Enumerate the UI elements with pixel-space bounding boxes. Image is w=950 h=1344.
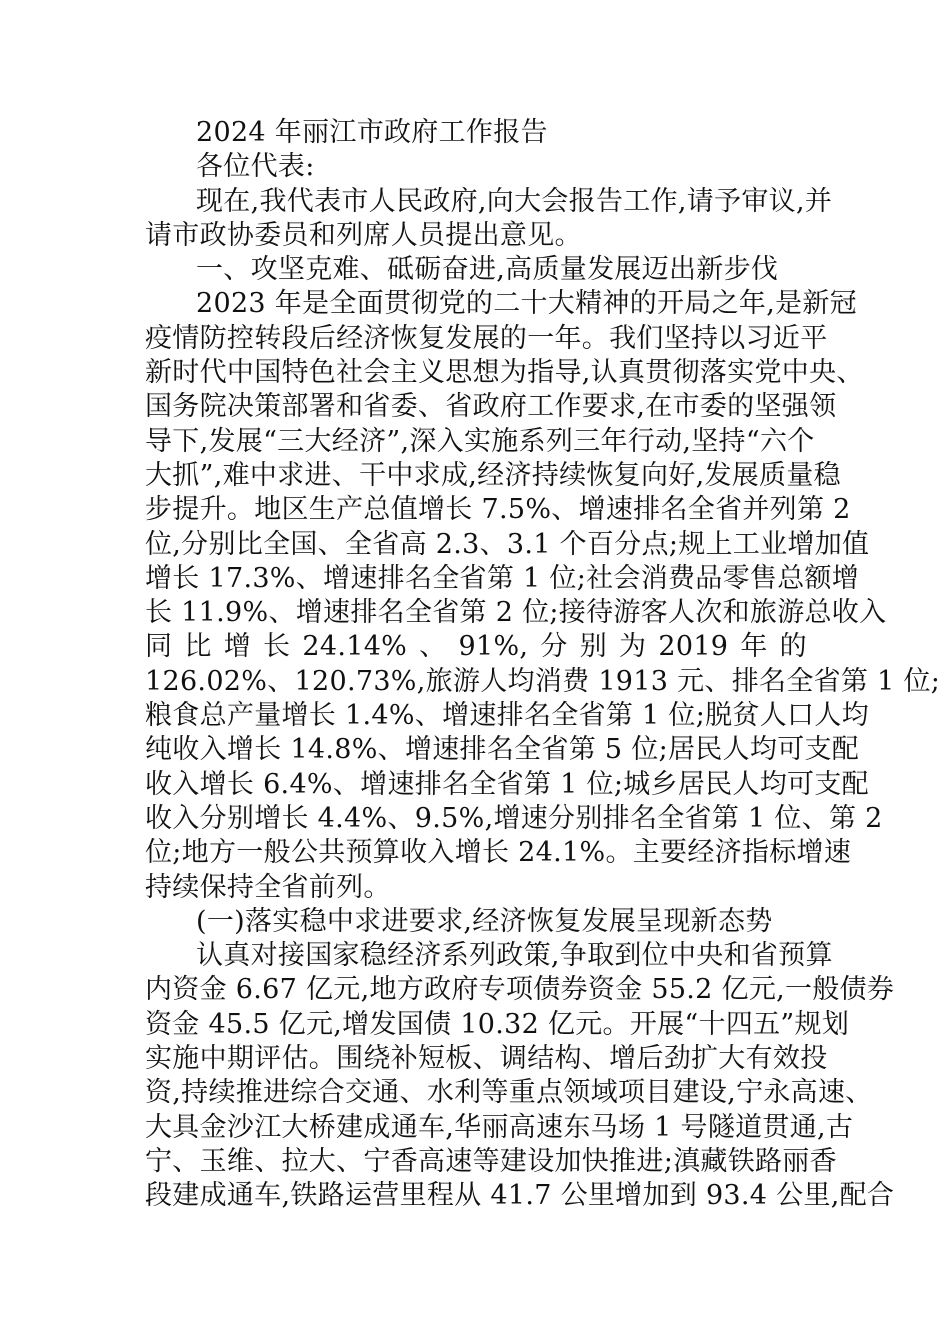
justified-word: 年	[740, 631, 768, 663]
justified-word: 分	[540, 631, 568, 663]
greeting: 各位代表:	[196, 151, 315, 183]
paragraph-line: 疫情防控转段后经济恢复发展的一年。我们坚持以习近平	[145, 322, 828, 354]
justified-word: 2019	[658, 631, 729, 663]
paragraph-line: 大抓”,难中求进、干中求成,经济持续恢复向好,发展质量稳	[145, 459, 841, 491]
paragraph-line: 请市政协委员和列席人员提出意见。	[145, 219, 582, 251]
justified-word: 比	[184, 631, 212, 663]
paragraph-line: 现在,我代表市人民政府,向大会报告工作,请予审议,并	[196, 185, 833, 217]
paragraph-line: 内资金 6.67 亿元,地方政府专项债券资金 55.2 亿元,一般债券	[145, 974, 895, 1006]
paragraph-line: 导下,发展“三大经济”,深入实施系列三年行动,坚持“六个	[145, 425, 815, 457]
paragraph-line: 收入分别增长 4.4%、9.5%,增速分别排名全省第 1 位、第 2	[145, 802, 883, 834]
paragraph-line: 位,分别比全国、全省高 2.3、3.1 个百分点;规上工业增加值	[145, 528, 870, 560]
justified-word: 别	[579, 631, 607, 663]
paragraph-line: 步提升。地区生产总值增长 7.5%、增速排名全省并列第 2	[145, 494, 851, 526]
paragraph-line: 认真对接国家稳经济系列政策,争取到位中央和省预算	[196, 940, 833, 972]
justified-paragraph-line	[145, 630, 807, 664]
section-heading: 一、攻坚克难、砥砺奋进,高质量发展迈出新步伐	[196, 254, 779, 286]
report-title: 2024 年丽江市政府工作报告	[196, 117, 548, 148]
justified-word: 的	[779, 631, 807, 663]
paragraph-line: 新时代中国特色社会主义思想为指导,认真贯彻落实党中央、	[145, 357, 864, 389]
paragraph-line: 2023 年是全面贯彻党的二十大精神的开局之年,是新冠	[196, 288, 857, 320]
justified-word: 增	[223, 631, 251, 663]
paragraph-line: 实施中期评估。围绕补短板、调结构、增后劲扩大有效投	[145, 1043, 828, 1075]
paragraph-line: 持续保持全省前列。	[145, 871, 391, 903]
justified-word: 长	[263, 631, 291, 663]
paragraph-line: 宁、玉维、拉大、宁香高速等建设加快推进;滇藏铁路丽香	[145, 1145, 837, 1177]
report-body	[145, 116, 941, 1214]
paragraph-line: 126.02%、120.73%,旅游人均消费 1913 元、排名全省第 1 位;	[145, 665, 941, 697]
paragraph-line: 资金 45.5 亿元,增发国债 10.32 亿元。开展“十四五”规划	[145, 1008, 850, 1040]
justified-word: 、	[419, 631, 447, 663]
paragraph-line: 纯收入增长 14.8%、增速排名全省第 5 位;居民人均可支配	[145, 734, 860, 766]
paragraph-line: 收入增长 6.4%、增速排名全省第 1 位;城乡居民人均可支配	[145, 768, 869, 800]
paragraph-line: 国务院决策部署和省委、省政府工作要求,在市委的坚强领	[145, 391, 837, 423]
section-heading: (一)落实稳中求进要求,经济恢复发展呈现新态势	[196, 905, 773, 937]
justified-word: 同	[145, 631, 173, 663]
paragraph-line: 段建成通车,铁路运营里程从 41.7 公里增加到 93.4 公里,配合	[145, 1180, 895, 1212]
paragraph-line: 资,持续推进综合交通、水利等重点领域项目建设,宁永高速、	[145, 1077, 873, 1109]
justified-word: 91%,	[458, 631, 529, 663]
paragraph-line: 大具金沙江大桥建成通车,华丽高速东马场 1 号隧道贯通,古	[145, 1111, 854, 1143]
justified-word: 为	[619, 631, 647, 663]
paragraph-line: 位;地方一般公共预算收入增长 24.1%。主要经济指标增速	[145, 837, 852, 869]
paragraph-line: 长 11.9%、增速排名全省第 2 位;接待游客人次和旅游总收入	[145, 597, 887, 629]
paragraph-line: 增长 17.3%、增速排名全省第 1 位;社会消费品零售总额增	[145, 562, 860, 594]
justified-word: 24.14%	[302, 631, 408, 663]
paragraph-line: 粮食总产量增长 1.4%、增速排名全省第 1 位;脱贫人口人均	[145, 700, 869, 732]
